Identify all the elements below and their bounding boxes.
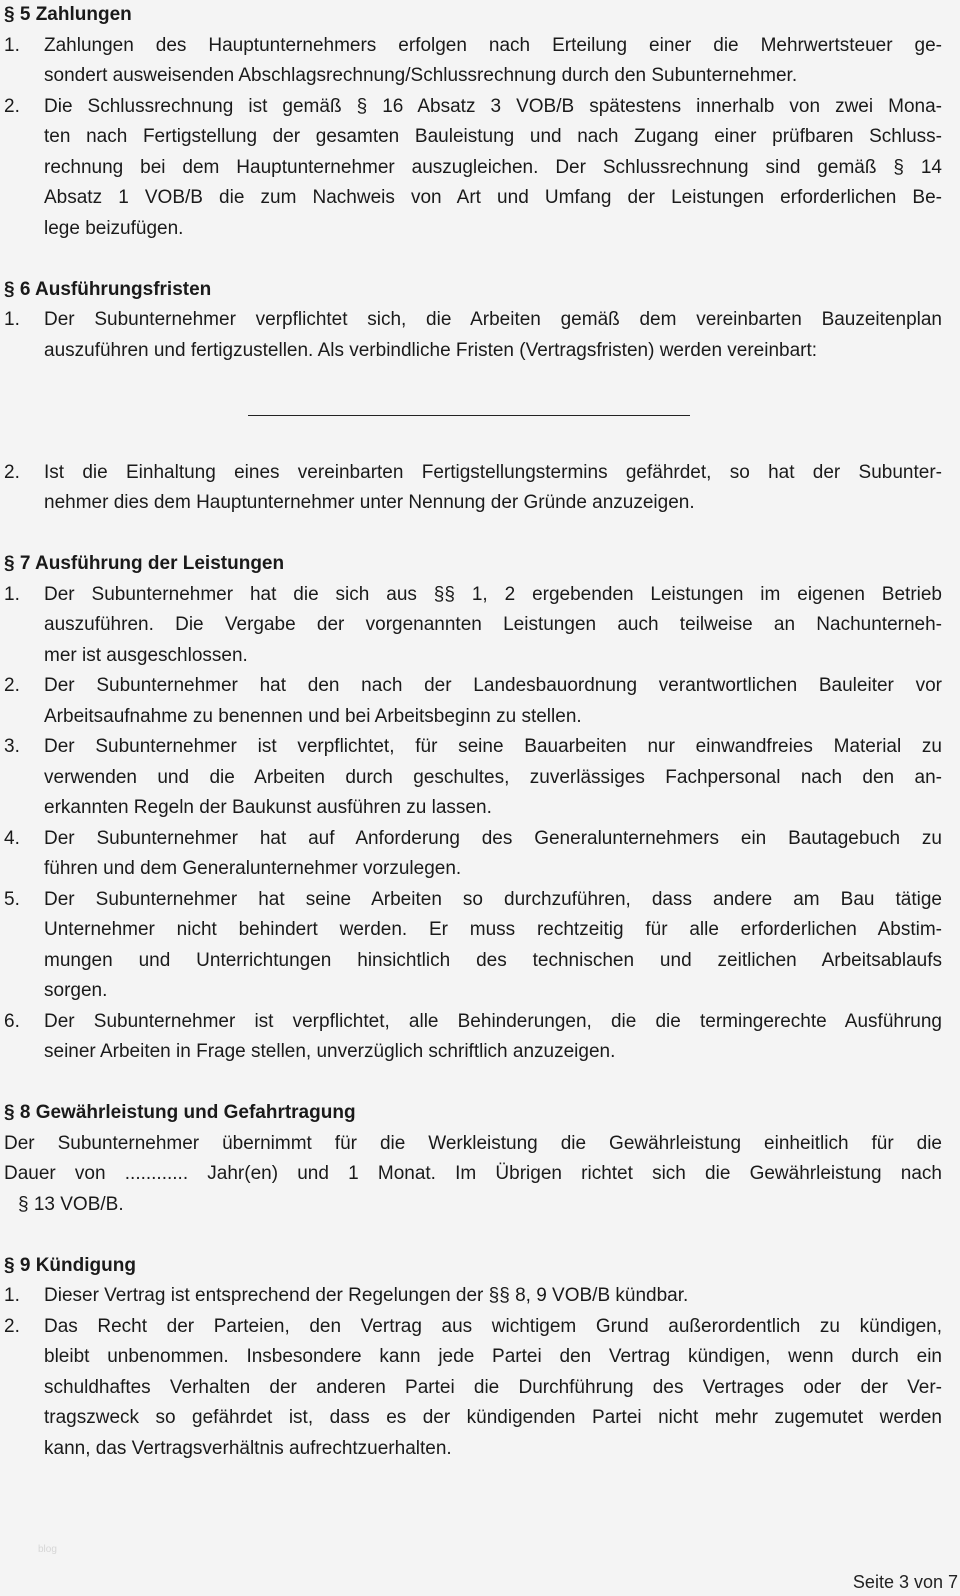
text-line: Arbeitsaufnahme zu benennen und bei Arbeitsbeginn zu stellen. bbox=[44, 705, 582, 727]
text-line: § 13 VOB/B. bbox=[18, 1193, 124, 1215]
text-line: Der Subunternehmer ist verpflichtet, für seine Bauarbeiten nur einwandfreies Material zu bbox=[44, 736, 942, 757]
section-heading: § 5 Zahlungen bbox=[4, 4, 132, 25]
list-item bbox=[4, 305, 942, 366]
blank-signature-line bbox=[4, 397, 942, 428]
text-line: sondert ausweisenden Abschlagsrechnung/Schlussrechnung durch den Subunternehmer. bbox=[44, 65, 798, 86]
list-item bbox=[4, 580, 942, 672]
text-line: bleibt unbenommen. Insbesondere kann jede Partei den Vertrag kündigen, wenn durch ein bbox=[44, 1346, 942, 1367]
item-number: 2. bbox=[4, 461, 20, 483]
section-heading: § 7 Ausführung der Leistungen bbox=[4, 553, 285, 574]
item-number: 6. bbox=[4, 1010, 20, 1032]
item-number: 2. bbox=[4, 95, 20, 117]
text-line: Ist die Einhaltung eines vereinbarten Fertigstellungstermins gefährdet, so hat der Subunter- bbox=[44, 461, 942, 483]
list-item bbox=[4, 732, 942, 824]
list-item bbox=[4, 31, 942, 92]
text-line: sorgen. bbox=[44, 980, 108, 1001]
item-number: 1. bbox=[4, 309, 20, 330]
blank-line bbox=[4, 244, 942, 275]
blank-line bbox=[4, 1068, 942, 1099]
blank-line bbox=[4, 519, 942, 550]
text-line: Absatz 1 VOB/B die zum Nachweis von Art und Umfang der Leistungen erforderlichen Be- bbox=[44, 187, 942, 208]
text-line: mer ist ausgeschlossen. bbox=[44, 644, 248, 666]
document-body bbox=[4, 0, 942, 1464]
text-line: auszuführen. Die Vergabe der vorgenannten Leistungen auch teilweise an Nachunterneh- bbox=[44, 614, 942, 635]
blank-line bbox=[4, 1220, 942, 1251]
text-line: schuldhaftes Verhalten der anderen Partei die Durchführung des Vertrages oder der Ver- bbox=[44, 1376, 942, 1398]
text-line: Der Subunternehmer hat den nach der Landesbauordnung verantwortlichen Bauleiter vor bbox=[44, 675, 942, 696]
text-line: seiner Arbeiten in Frage stellen, unverzüglich schriftlich anzuzeigen. bbox=[44, 1041, 616, 1062]
list-item bbox=[4, 1281, 942, 1312]
blank-line bbox=[4, 366, 942, 397]
list-item bbox=[4, 1312, 942, 1465]
item-number: 3. bbox=[4, 736, 20, 757]
list-item bbox=[4, 1007, 942, 1068]
watermark: blog bbox=[38, 1544, 57, 1555]
list-item bbox=[4, 885, 942, 1007]
list-item bbox=[4, 92, 942, 245]
text-line: Dieser Vertrag ist entsprechend der Regelungen der §§ 8, 9 VOB/B kündbar. bbox=[44, 1285, 689, 1306]
item-number: 1. bbox=[4, 583, 20, 605]
text-line: tragszweck so gefährdet ist, dass es der kündigenden Partei nicht mehr zugemutet werden bbox=[44, 1407, 942, 1428]
list-item bbox=[4, 458, 942, 519]
text-line: erkannten Regeln der Baukunst ausführen zu lassen. bbox=[44, 797, 492, 818]
page-number: Seite 3 von 7 bbox=[852, 1572, 958, 1592]
text-line: ten nach Fertigstellung der gesamten Bauleistung und nach Zugang einer prüfbaren Schluss- bbox=[44, 126, 942, 147]
item-number: 2. bbox=[4, 1315, 20, 1337]
section-heading: § 6 Ausführungsfristen bbox=[4, 278, 212, 300]
text-line: Die Schlussrechnung ist gemäß § 16 Absatz 3 VOB/B spätestens innerhalb von zwei Mona- bbox=[44, 95, 942, 117]
text-line: mungen und Unterrichtungen hinsichtlich des technischen und zeitlichen Arbeitsablaufs bbox=[44, 949, 942, 971]
text-line: Dauer von ............ Jahr(en) und 1 Monat. Im Übrigen richtet sich die Gewährleistung nach bbox=[4, 1163, 942, 1184]
text-line: Der Subunternehmer hat seine Arbeiten so durchzuführen, dass andere am Bau tätige bbox=[44, 888, 942, 910]
list-item bbox=[4, 824, 942, 885]
item-number: 1. bbox=[4, 34, 20, 56]
blank-line bbox=[4, 427, 942, 458]
text-line: Der Subunternehmer verpflichtet sich, die Arbeiten gemäß dem vereinbarten Bauzeitenplan bbox=[44, 309, 942, 330]
text-line: Das Recht der Parteien, den Vertrag aus wichtigem Grund außerordentlich zu kündigen, bbox=[44, 1315, 942, 1337]
text-line: Der Subunternehmer hat auf Anforderung des Generalunternehmers ein Bautagebuch zu bbox=[44, 827, 942, 849]
item-number: 2. bbox=[4, 675, 20, 696]
text-line: Der Subunternehmer übernimmt für die Werkleistung die Gewährleistung einheitlich für die bbox=[4, 1132, 942, 1154]
text-line: verwenden und die Arbeiten durch geschultes, zuverlässiges Fachpersonal nach den an- bbox=[44, 766, 942, 788]
text-line: Zahlungen des Hauptunternehmers erfolgen nach Erteilung einer die Mehrwertsteuer ge- bbox=[44, 34, 942, 56]
text-line: auszuführen und fertigzustellen. Als verbindliche Fristen (Vertragsfristen) werden vereinbart: bbox=[44, 339, 818, 361]
item-number: 5. bbox=[4, 888, 20, 910]
text-line: Unternehmer nicht behindert werden. Er muss rechtzeitig für alle erforderlichen Abstim- bbox=[44, 919, 942, 940]
text-line: Der Subunternehmer hat die sich aus §§ 1, 2 ergebenden Leistungen im eigenen Betrieb bbox=[44, 583, 942, 605]
text-line: Der Subunternehmer ist verpflichtet, alle Behinderungen, die die termingerechte Ausführung bbox=[44, 1010, 942, 1032]
text-line: nehmer dies dem Hauptunternehmer unter Nennung der Gründe anzuzeigen. bbox=[44, 492, 695, 513]
section-heading: § 8 Gewährleistung und Gefahrtragung bbox=[4, 1102, 356, 1123]
paragraph bbox=[4, 1129, 942, 1221]
text-line: rechnung bei dem Hauptunternehmer auszugleichen. Der Schlussrechnung sind gemäß § 14 bbox=[44, 156, 942, 178]
text-line: führen und dem Generalunternehmer vorzulegen. bbox=[44, 858, 462, 879]
list-item bbox=[4, 671, 942, 732]
text-line: lege beizufügen. bbox=[44, 217, 184, 239]
item-number: 4. bbox=[4, 827, 20, 849]
item-number: 1. bbox=[4, 1285, 20, 1306]
section-heading: § 9 Kündigung bbox=[4, 1254, 136, 1276]
text-line: kann, das Vertragsverhältnis aufrechtzuerhalten. bbox=[44, 1437, 452, 1459]
